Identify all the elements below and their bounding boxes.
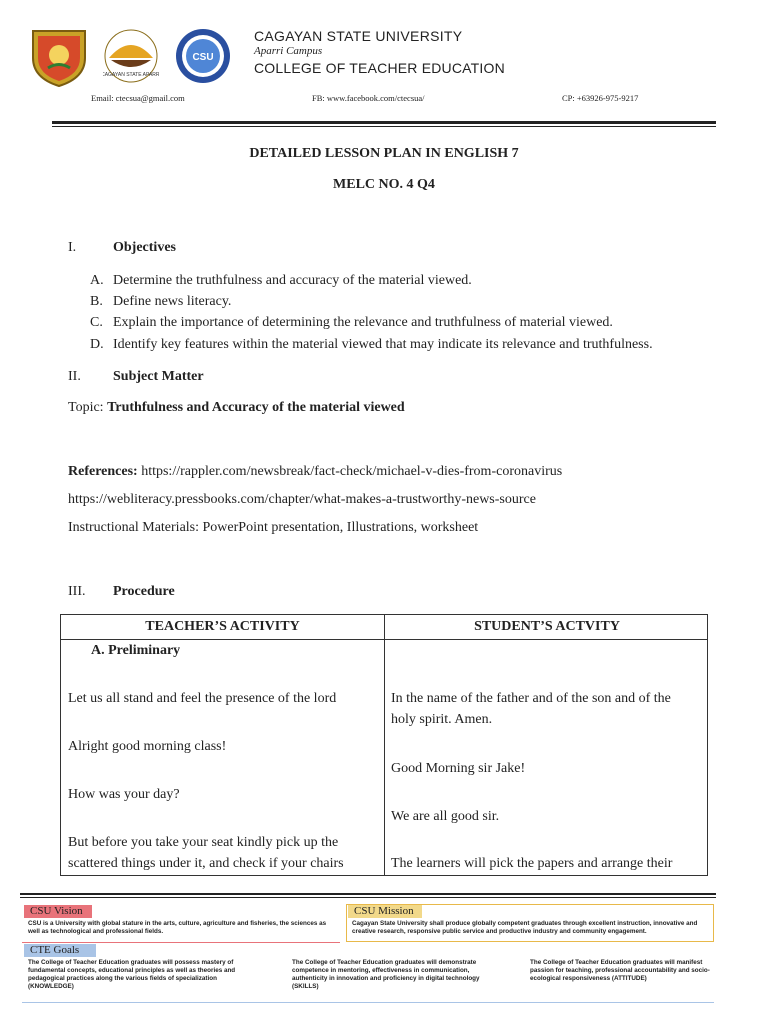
campus-name: Aparri Campus [254,45,323,57]
fb-contact: FB: www.facebook.com/ctecsua/ [312,93,425,103]
topic-line [68,400,405,416]
header-rule-thin [52,126,716,127]
instructional-materials: Instructional Materials: PowerPoint presentation, Illustrations, worksheet [68,520,479,535]
goals-tag: CTE Goals [24,944,96,957]
university-name: CAGAYAN STATE UNIVERSITY [254,28,463,44]
objective-text: Determine the truthfulness and accuracy of the material viewed. [113,273,472,288]
goal-skills: The College of Teacher Education graduates will demonstrate competence in mentoring, effectiveness in communication, authenticity in innovation and proficiency in digital technology (SKILLS) [292,959,480,990]
logo3-text: CSU [192,52,214,63]
header-rule-thick [52,121,716,124]
teacher-line: scattered things under it, and check if your chairs [68,856,344,871]
subject-heading: Subject Matter [113,369,204,384]
reference-link-2[interactable]: https://webliteracy.pressbooks.com/chapter/what-makes-a-trustworthy-news-source [68,492,536,507]
table-column-divider [384,615,385,876]
objective-text: Explain the importance of determining the relevance and truthfulness of material viewed. [113,315,613,330]
footer-rule-thick [20,893,716,895]
student-line: We are all good sir. [391,809,500,824]
vision-text: CSU is a University with global stature in the arts, culture, agriculture and fisheries, the sciences as well as technological and professional fields. [28,920,327,935]
doc-subtitle: MELC NO. 4 Q4 [333,177,435,192]
student-activity-header: STUDENT’S ACTVITY [474,619,620,634]
logo2-text: CAGAYAN STATE APARRI [103,72,159,78]
goal-attitude: The College of Teacher Education graduates will manifest passion for teaching, professional accountability and socio-ecological responsiveness (ATTITUDE) [530,959,710,982]
aparri-campus-logo [103,28,159,84]
objectives-number: I. [68,240,77,255]
objective-item [90,294,231,310]
footer-rule-thin [20,897,716,898]
goal-knowledge: The College of Teacher Education graduates will possess mastery of fundamental concepts, educational principles as well as theories and pedagogical practices along the various fields of specialization (KNOWLEDGE) [28,959,236,990]
student-line: The learners will pick the papers and arrange their [391,856,673,871]
objectives-heading: Objectives [113,240,176,255]
topic-label: Topic: [68,400,104,415]
objective-text: Identify key features within the material viewed that may indicate its relevance and truthfulness. [113,337,653,352]
objective-item [90,337,653,353]
objective-item [90,273,472,289]
mission-tag: CSU Mission [348,905,422,918]
cp-contact: CP: +63926-975-9217 [562,93,639,103]
cte-seal-logo [175,28,231,84]
topic-value: Truthfulness and Accuracy of the material viewed [107,400,405,415]
procedure-number: III. [68,584,86,599]
email-contact: Email: ctecsua@gmail.com [91,93,185,103]
procedure-heading: Procedure [113,584,175,599]
objective-text: Define news literacy. [113,294,232,309]
teacher-activity-header: TEACHER’S ACTIVITY [145,619,300,634]
objective-item [90,315,613,331]
objective-letter: C. [90,315,103,330]
teacher-line: Let us all stand and feel the presence of the lord [68,691,337,706]
objective-letter: D. [90,337,104,352]
vision-tag: CSU Vision [24,905,92,918]
student-line: Good Morning sir Jake! [391,761,526,776]
teacher-line: But before you take your seat kindly pick up the [68,835,339,850]
student-line: In the name of the father and of the son and of the [391,691,671,706]
references-label: References: [68,464,138,479]
subject-number: II. [68,369,81,384]
references-line [68,464,562,480]
teacher-line: Alright good morning class! [68,739,227,754]
teacher-line: How was your day? [68,787,180,802]
csu-shield-logo [30,28,88,88]
doc-title: DETAILED LESSON PLAN IN ENGLISH 7 [249,146,519,161]
mission-text: Cagayan State University shall produce globally competent graduates through excellent instruction, innovative and creative research, responsive public service and productive industry and community engagement. [352,920,698,935]
procedure-table [60,614,708,876]
college-name: COLLEGE OF TEACHER EDUCATION [254,60,505,76]
table-header-divider [61,639,708,640]
section-preliminary: A. Preliminary [91,643,181,658]
reference-link-1[interactable]: https://rappler.com/newsbreak/fact-check/michael-v-dies-from-coronavirus [141,464,563,479]
objective-letter: B. [90,294,103,309]
objective-letter: A. [90,273,104,288]
student-line: holy spirit. Amen. [391,712,493,727]
